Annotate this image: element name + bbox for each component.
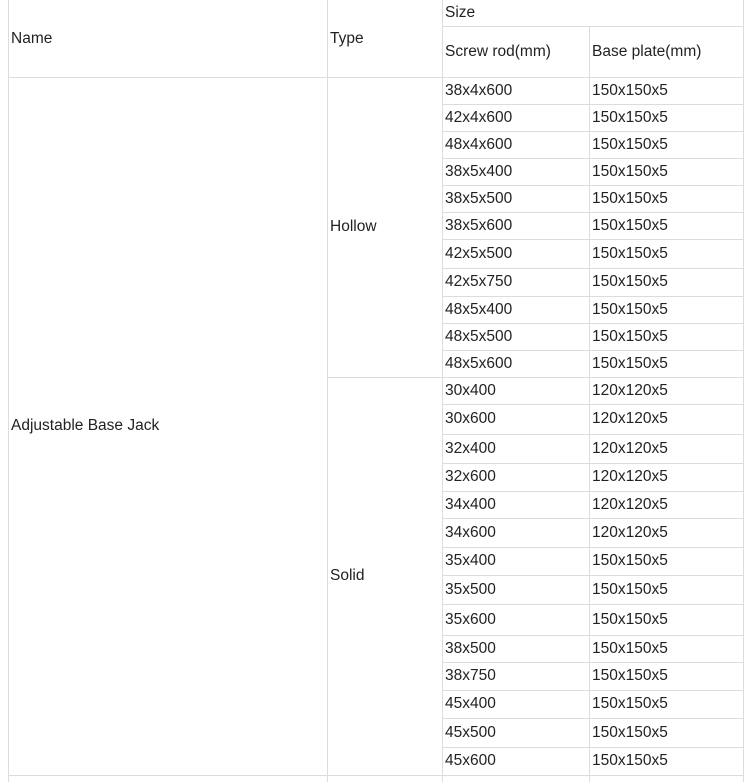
base-plate-cell: 150x150x5 [592, 244, 668, 262]
base-plate-cell: 120x120x5 [592, 523, 668, 541]
header-name: Name [11, 29, 53, 47]
base-plate-cell: 150x150x5 [592, 580, 668, 598]
screw-rod-cell: 34x600 [445, 523, 496, 541]
base-plate-cell: 150x150x5 [592, 108, 668, 126]
base-plate-cell: 150x150x5 [592, 723, 668, 741]
grid-line [8, 77, 744, 78]
screw-rod-cell: 38x500 [445, 639, 496, 657]
base-plate-cell: 150x150x5 [592, 189, 668, 207]
base-plate-cell: 120x120x5 [592, 410, 668, 427]
base-plate-cell: 150x150x5 [592, 695, 668, 712]
screw-rod-cell: 38x750 [445, 667, 496, 684]
header-base-plate: Base plate(mm) [592, 42, 702, 60]
screw-rod-cell: 42x5x750 [445, 273, 513, 290]
type-cell-hollow: Hollow [330, 218, 377, 235]
base-plate-cell: 150x150x5 [592, 327, 668, 345]
base-plate-cell: 150x150x5 [592, 639, 668, 657]
base-plate-cell: 150x150x5 [592, 610, 668, 628]
header-type: Type [330, 29, 364, 47]
screw-rod-cell: 32x400 [445, 439, 496, 457]
type-cell-solid: Solid [330, 567, 365, 584]
header-size: Size [445, 4, 476, 21]
base-plate-cell: 120x120x5 [592, 439, 668, 457]
grid-line [442, 26, 744, 27]
base-plate-cell: 150x150x5 [592, 667, 668, 684]
base-plate-cell: 150x150x5 [592, 300, 668, 318]
base-plate-cell: 150x150x5 [592, 752, 668, 769]
grid-line [8, 775, 744, 776]
grid-line [327, 377, 443, 378]
screw-rod-cell: 38x5x600 [445, 216, 513, 234]
screw-rod-cell: 30x400 [445, 381, 496, 399]
base-plate-cell: 120x120x5 [592, 495, 668, 513]
screw-rod-cell: 48x5x400 [445, 300, 513, 318]
base-plate-cell: 120x120x5 [592, 381, 668, 399]
screw-rod-cell: 38x5x500 [445, 189, 513, 207]
header-screw-rod: Screw rod(mm) [445, 42, 551, 60]
screw-rod-cell: 42x5x500 [445, 244, 513, 262]
screw-rod-cell: 30x600 [445, 410, 496, 427]
screw-rod-cell: 32x600 [445, 468, 496, 485]
base-plate-cell: 150x150x5 [592, 273, 668, 290]
grid-line [8, 0, 9, 782]
screw-rod-cell: 45x600 [445, 752, 496, 769]
screw-rod-cell: 48x5x500 [445, 327, 513, 345]
base-plate-cell: 150x150x5 [592, 81, 668, 99]
screw-rod-cell: 45x500 [445, 723, 496, 741]
base-plate-cell: 150x150x5 [592, 552, 668, 569]
grid-line [589, 26, 590, 782]
screw-rod-cell: 42x4x600 [445, 108, 513, 126]
grid-line [743, 0, 744, 782]
screw-rod-cell: 35x500 [445, 580, 496, 598]
product-name-cell: Adjustable Base Jack [11, 417, 160, 434]
base-plate-cell: 150x150x5 [592, 162, 668, 180]
screw-rod-cell: 34x400 [445, 495, 496, 513]
grid-line [442, 0, 443, 782]
base-plate-cell: 120x120x5 [592, 468, 668, 485]
screw-rod-cell: 35x400 [445, 552, 496, 569]
base-plate-cell: 150x150x5 [592, 354, 668, 372]
screw-rod-cell: 45x400 [445, 695, 496, 712]
base-plate-cell: 150x150x5 [592, 216, 668, 234]
base-plate-cell: 150x150x5 [592, 135, 668, 153]
grid-line [327, 0, 328, 782]
screw-rod-cell: 38x5x400 [445, 162, 513, 180]
screw-rod-cell: 38x4x600 [445, 81, 513, 99]
screw-rod-cell: 48x5x600 [445, 354, 513, 372]
screw-rod-cell: 35x600 [445, 610, 496, 628]
screw-rod-cell: 48x4x600 [445, 135, 513, 153]
